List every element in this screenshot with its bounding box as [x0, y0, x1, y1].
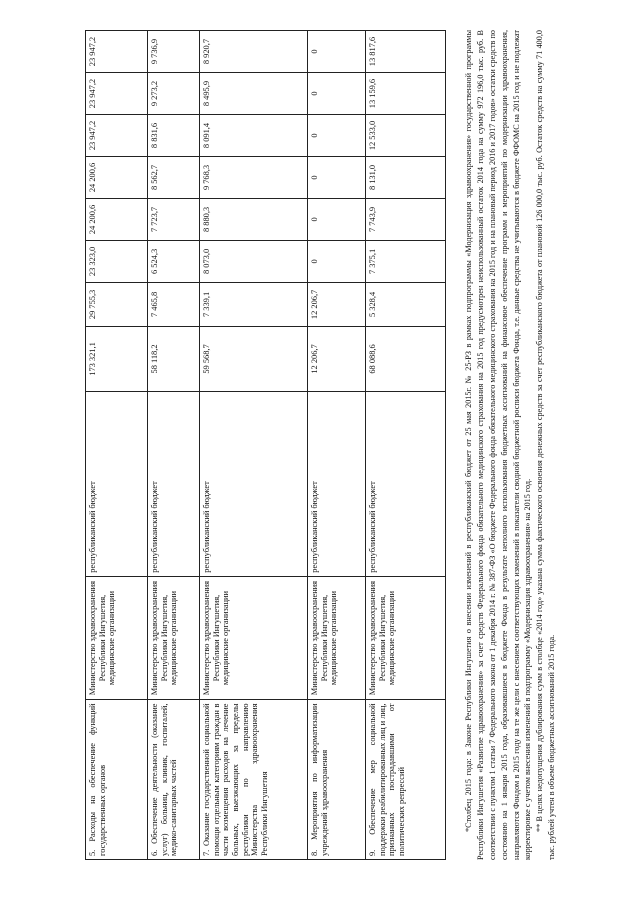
amount-cell: 9 273,2 [148, 73, 200, 115]
funding-source-cell: республиканский бюджет [366, 392, 446, 577]
amount-cell: 23 947,2 [86, 73, 148, 115]
amount-cell: 8 131,0 [366, 156, 446, 198]
amount-cell: 8 920,7 [200, 31, 308, 73]
executor-cell: Министерство здравоохранения Республики Ингушетия, медицинские организации [86, 576, 148, 700]
amount-cell: 12 206,7 [308, 282, 366, 326]
table-row [86, 31, 148, 860]
measure-name-cell: 9. Обеспечение мер социальной поддержки реабилитированных лиц и лиц, признанных пострадавшими от политических репрессий [366, 700, 446, 860]
amount-cell: 23 947,2 [86, 115, 148, 157]
amount-cell: 8 562,7 [148, 156, 200, 198]
amount-cell: 12 206,7 [308, 326, 366, 391]
amount-cell: 58 118,2 [148, 326, 200, 391]
amount-cell: 23 323,0 [86, 240, 148, 282]
footnote-1: *Столбец 2015 года: в Законе Республики Ингушетия о внесении изменений в республиканский бюджет от 25 мая 2015г. № 25-РЗ в рамках подпрограммы «Модернизация здравоохранения» государственной программы Республики Ингушетия «Развитие здравоохранения» за счет средств Федерального фонда обязательного медицинского страхования на 2015 год предусмотрен неиспользованный остаток 2014 года на сумму 972 196,0 тыс. руб. В соответствии с пунктом 1 статьи 7 Федерального закона от 1 декабря 2014 г. № 387-ФЗ «О бюджете Федерального фонда обязательного медицинского страхования на 2015 год и на плановый период 2016 и 2017 годов» остатки средств по состоянию на 1 января 2015 года, образовавшиеся в бюджете Фонда в результате неполного использования бюджетных ассигнований на финансовое обеспечение программ и мероприятий по модернизации здравоохранения, направляются Фондом в 2015 году на те же цели с внесением соответствующих изменений в показатели сводной бюджетной росписи бюджета Фонда, т.е. данные средства не учитываются в бюджете ФФОМС на 2015 год и не подлежат корректировке с учетом внесения изменений в подпрограмму «Модернизация здравоохранения» на 2015 год. [464, 30, 533, 860]
measure-name-cell: 7. Оказание государственной социальной помощи отдельным категориям граждан в части возмещения расходов на лечение больных, выезжающих за пределы республики по направлению Министерства здравоохранения Республики Ингушетия [200, 700, 308, 860]
table-row [148, 31, 200, 860]
amount-cell: 29 755,3 [86, 282, 148, 326]
amount-cell: 68 088,6 [366, 326, 446, 391]
executor-cell: Министерство здравоохранения Республики Ингушетия, медицинские организации [366, 576, 446, 700]
amount-cell: 13 159,6 [366, 73, 446, 115]
table-row [366, 31, 446, 860]
amount-cell: 0 [308, 115, 366, 157]
amount-cell: 0 [308, 31, 366, 73]
amount-cell: 0 [308, 240, 366, 282]
amount-cell: 12 533,0 [366, 115, 446, 157]
amount-cell: 8 091,4 [200, 115, 308, 157]
table-row [308, 31, 366, 860]
measure-name-cell: 6. Обеспечение деятельности (оказание услуг) больниц, клиник, госпиталей, медико-санитарных частей [148, 700, 200, 860]
amount-cell: 7 339,1 [200, 282, 308, 326]
amount-cell: 8 495,9 [200, 73, 308, 115]
amount-cell: 13 817,6 [366, 31, 446, 73]
amount-cell: 7 375,1 [366, 240, 446, 282]
executor-cell: Министерство здравоохранения Республики Ингушетия, медицинские организации [308, 576, 366, 700]
table-body [86, 31, 446, 860]
funding-source-cell: республиканский бюджет [148, 392, 200, 577]
amount-cell: 0 [308, 73, 366, 115]
amount-cell: 173 321,1 [86, 326, 148, 391]
amount-cell: 9 768,3 [200, 156, 308, 198]
amount-cell: 7 743,9 [366, 198, 446, 240]
amount-cell: 5 328,4 [366, 282, 446, 326]
executor-cell: Министерство здравоохранения Республики Ингушетия, медицинские организации [200, 576, 308, 700]
amount-cell: 23 947,2 [86, 31, 148, 73]
amount-cell: 24 200,6 [86, 198, 148, 240]
amount-cell: 0 [308, 156, 366, 198]
amount-cell: 8 831,6 [148, 115, 200, 157]
table-row [200, 31, 308, 860]
amount-cell: 24 200,6 [86, 156, 148, 198]
executor-cell: Министерство здравоохранения Республики Ингушетия, медицинские организации [148, 576, 200, 700]
amount-cell: 9 736,9 [148, 31, 200, 73]
amount-cell: 7 465,8 [148, 282, 200, 326]
footnote-2: ** В целях недопущения дублирования сумм в столбце «2014 год» указана сумма фактического освоения денежных средств за счет республиканского бюджета от плановой 126 000,0 тыс. руб. Остаток средств на сумму 71 400,0 тыс. рублей учтен в объеме бюджетных ассигнований 2015 года. [535, 30, 557, 860]
measure-name-cell: 8. Мероприятия по информатизации учреждений здравоохранения [308, 700, 366, 860]
funding-source-cell: республиканский бюджет [308, 392, 366, 577]
amount-cell: 7 723,7 [148, 198, 200, 240]
funding-source-cell: республиканский бюджет [200, 392, 308, 577]
amount-cell: 59 568,7 [200, 326, 308, 391]
amount-cell: 6 524,3 [148, 240, 200, 282]
funding-source-cell: республиканский бюджет [86, 392, 148, 577]
amount-cell: 8 073,0 [200, 240, 308, 282]
amount-cell: 0 [308, 198, 366, 240]
amount-cell: 8 880,3 [200, 198, 308, 240]
footnotes [463, 30, 558, 860]
measure-name-cell: 5. Расходы на обеспечение функций государственных органов [86, 700, 148, 860]
rotated-content [45, 20, 605, 860]
budget-table [85, 30, 446, 860]
